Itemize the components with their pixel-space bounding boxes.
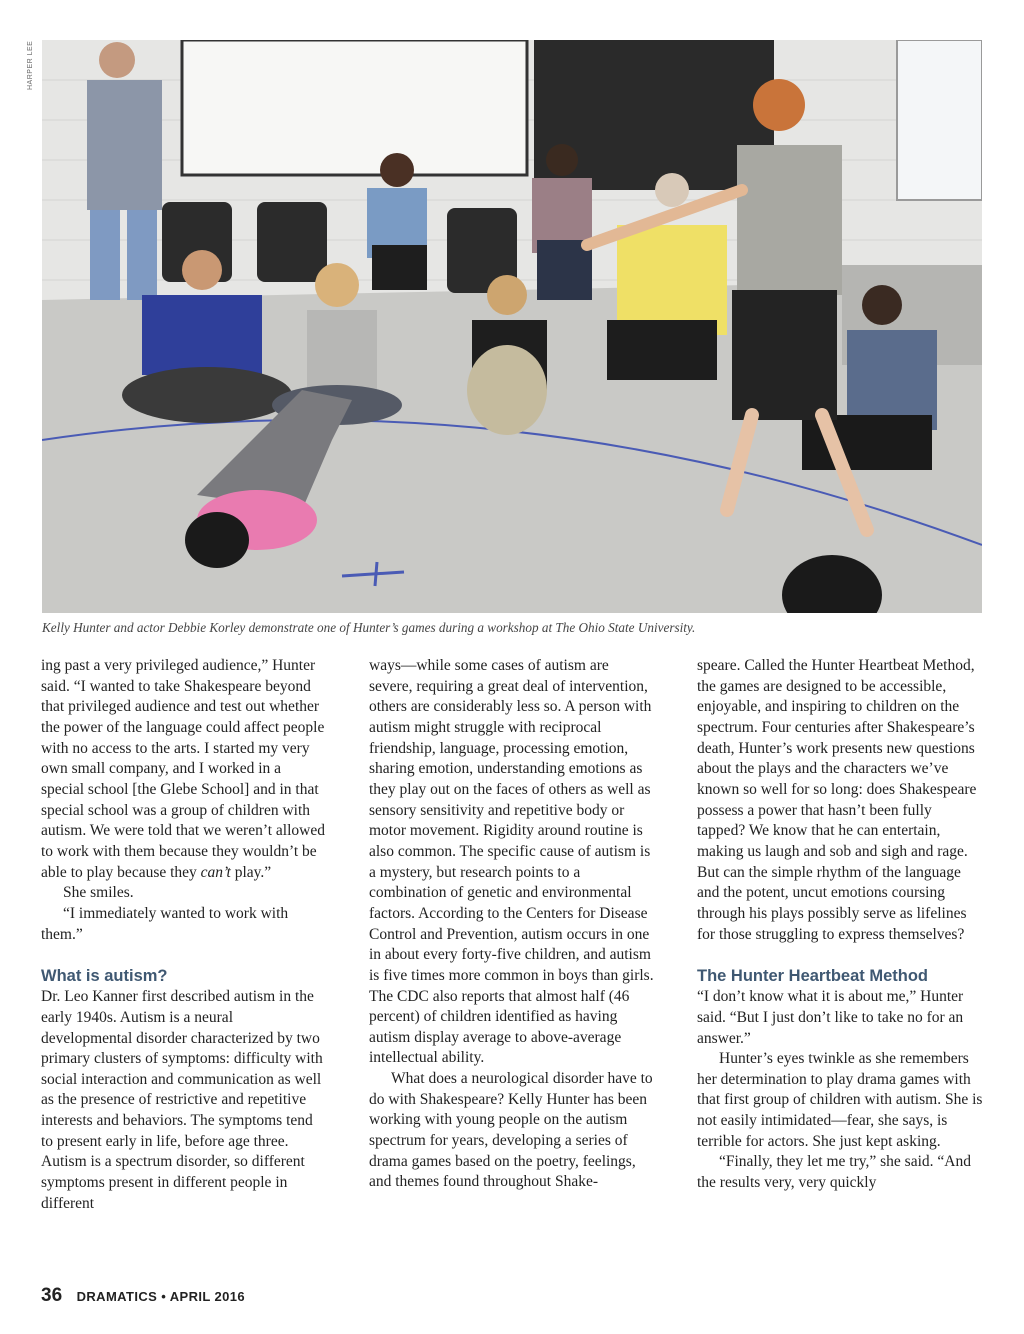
photo-credit: HARPER LEE <box>27 40 34 90</box>
paragraph: speare. Called the Hunter Heartbeat Method, the games are designed to be accessible, enjoyable, and inspiring to children on the spectrum. Four centuries after Shakespeare’s death, Hunter’s work presents new questions about the plays and the characters we’ve known so well for so long: does Shakespeare possess a power that hasn’t been fully tapped? We know that he can entertain, making us laugh and sob and sigh and rage. But can the simple rhythm of the language and the potent, uncut emotions coursing through his plays possibly serve as lifelines for those struggling to express themselves? <box>697 657 977 943</box>
paragraph: She smiles. <box>63 884 134 902</box>
page-number: 36 <box>41 1285 63 1306</box>
page-footer <box>41 1285 245 1307</box>
article-column-2 <box>369 656 655 1193</box>
photo-caption: Kelly Hunter and actor Debbie Korley demonstrate one of Hunter’s games during a workshop at The Ohio State University. <box>42 620 696 635</box>
paragraph: ing past a very privileged audience,” Hunter said. “I wanted to take Shakespeare beyond that privileged audience and test out whether the power of the language could affect people with no access to the arts. I started my very own small company, and I worked in a special school [the Glebe School] and in that special school was a group of children with autism. We were told that we weren’t allowed to work with them because they wouldn’t be able to play because they can’t play.” <box>41 657 325 881</box>
section-heading: The Hunter Heartbeat Method <box>697 967 929 986</box>
paragraph: “Finally, they let me try,” she said. “And the results very, very quickly <box>697 1153 971 1192</box>
section-heading: What is autism? <box>41 967 168 986</box>
paragraph: What does a neurological disorder have to do with Shakespeare? Kelly Hunter has been working with young people on the autism spectrum for years, developing a series of drama games based on the poetry, feelings, and themes found throughout Shake- <box>369 1070 653 1191</box>
article-column-1 <box>41 656 327 1214</box>
paragraph: Hunter’s eyes twinkle as she remembers her determination to play drama games with that first group of children with autism. She is not easily intimidated—fear, she says, is terrible for actors. She just kept asking. <box>697 1050 983 1150</box>
paragraph: ways—while some cases of autism are severe, requiring a great deal of intervention, others are considerably less so. A person with autism might struggle with reciprocal friendship, language, processing emotion, sharing emotion, understanding emotions as they play out on the faces of others as well as sensory sensitivity and repetitive body or motor movement. Rigidity around routine is also common. The specific cause of autism is a mystery, but research points to a combination of genetic and environmental factors. According to the Centers for Disease Control and Prevention, autism occurs in one in about every forty-five children, and autism is five times more common in boys than girls. The CDC also reports that almost half (46 percent) of children identified as having autism display average to above-average intellectual ability. <box>369 657 654 1067</box>
paragraph: “I don’t know what it is about me,” Hunter said. “But I just don’t like to take no for an answer.” <box>697 988 964 1047</box>
article-column-3 <box>697 656 983 1194</box>
paragraph: “I immediately wanted to work with them.” <box>41 904 289 943</box>
publication-line: DRAMATICS • APRIL 2016 <box>76 1289 246 1304</box>
paragraph: Dr. Leo Kanner first described autism in the early 1940s. Autism is a neural developmental disorder characterized by two primary clusters of symptoms: difficulty with social interaction and communication as well as the presence of restrictive and repetitive interests and behaviors. The symptoms tend to present early in life, before age three. Autism is a spectrum disorder, so different symptoms present in different people in different <box>41 988 323 1212</box>
workshop-photo <box>42 40 982 613</box>
